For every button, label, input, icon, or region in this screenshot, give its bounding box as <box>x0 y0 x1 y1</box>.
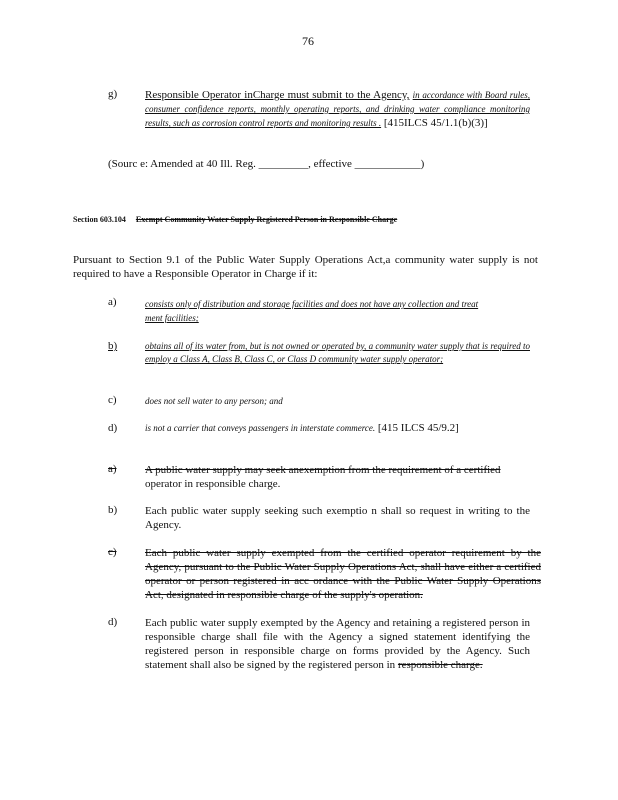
list1-a-label: a) <box>108 296 117 308</box>
item-g-text-b: in accordance with Board rules, consumer confidence reports, monthly operating reports, and drinking water compliance monitoring results, such as corrosion control reports and monitoring results . <box>145 90 531 128</box>
section-heading <box>73 214 533 226</box>
item-g-block <box>145 88 530 130</box>
source-effective: effective <box>313 158 352 170</box>
page-number: 76 <box>302 34 314 48</box>
list1-b-text: obtains all of its water from, but is not owned or operated by, a community water supply that is required to employ a Class A, Class B, Class C, or Class D community water supply operator; <box>145 341 530 364</box>
list2-c-text: Each public water supply exempted from the certified operator requirement by the Agency, pursuant to the Public Water Supply Operations Act, shall have either a certified operator or person registered in acc ordance with the Public Water Supply Operations Act, designated in responsible charge of the supply's operation. <box>145 547 541 601</box>
list2-a-label: a) <box>108 463 117 475</box>
list2-a-plain: operator in responsible charge. <box>145 478 281 490</box>
section-number: Section 603.104 <box>73 215 126 224</box>
source-blank-1: _________, <box>258 158 311 170</box>
item-g-text-a: Responsible Operator inCharge must submit to the Agency, <box>145 89 410 101</box>
list1-d-label: d) <box>108 422 118 434</box>
list2-a-block <box>145 463 530 491</box>
list1-d-text: is not a carrier that conveys passengers in interstate commerce. <box>145 423 376 433</box>
list1-d-cite: [415 ILCS 45/9.2] <box>377 422 459 434</box>
section-title: Exempt Community Water Supply Registered Person in Responsible Charge <box>135 215 398 224</box>
item-g-cite: [415ILCS 45/1.1(b)(3)] <box>383 117 488 129</box>
list1-b-label: b) <box>108 340 118 352</box>
source-note <box>108 157 528 171</box>
list1-d-block <box>145 421 530 435</box>
source-blank-2: ____________) <box>354 158 425 170</box>
intro-paragraph: Pursuant to Section 9.1 of the Public Water Supply Operations Act,a community water supply is not required to have a Responsible Operator in Charge if it: <box>73 254 538 280</box>
item-g-label: g) <box>108 88 118 100</box>
list1-c-text: does not sell water to any person; and <box>145 396 283 406</box>
list2-d-block <box>145 616 530 672</box>
list2-a-struck: A public water supply may seek anexemption from the requirement of a certified <box>145 464 501 476</box>
list2-c-label: c) <box>108 546 117 558</box>
list2-b-label: b) <box>108 504 118 516</box>
list1-c-label: c) <box>108 394 117 406</box>
list2-d-text: Each public water supply exempted by the Agency and retaining a registered person in responsible charge shall file with the Agency a signed statement identifying the registered person in responsible charge on forms provided by the Agency. Such statement shall also be signed by the registered person in <box>145 617 530 671</box>
list1-a-text: consists only of distribution and storage facilities and does not have any collection and treat ment facilities; <box>145 299 479 323</box>
source-prefix: (Sourc e: Amended at 40 Ill. Reg. <box>108 158 256 170</box>
list2-d-label: d) <box>108 616 118 628</box>
list2-b-text: Each public water supply seeking such exemptio n shall so request in writing to the Agency. <box>145 505 530 531</box>
list2-d-struck: responsible charge. <box>397 659 483 671</box>
